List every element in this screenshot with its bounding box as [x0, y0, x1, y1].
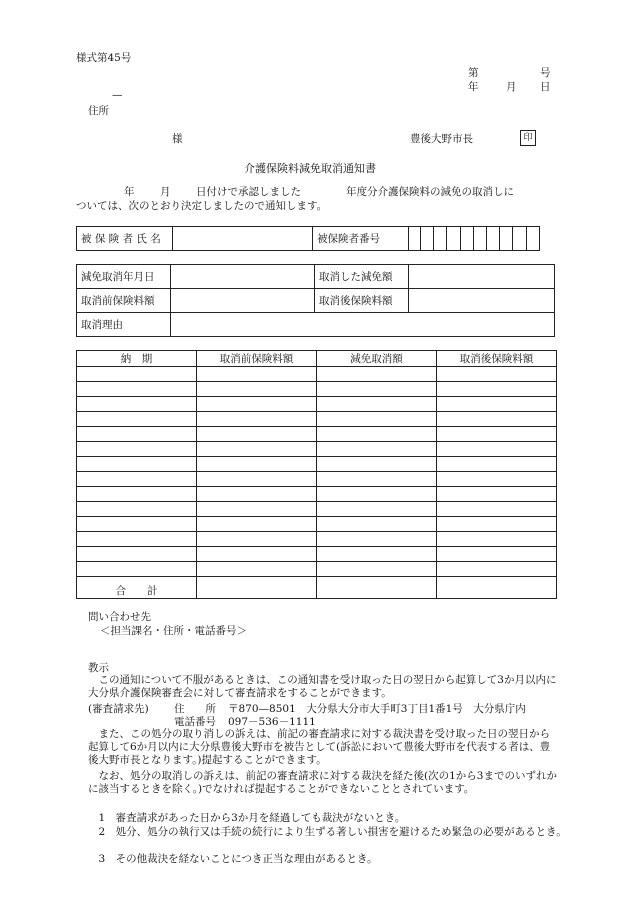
table-cell[interactable]	[197, 502, 317, 517]
date-year: 年	[468, 81, 479, 93]
table-cell[interactable]	[437, 562, 557, 577]
table-cell[interactable]	[197, 382, 317, 397]
table-cell[interactable]	[437, 397, 557, 412]
notice-paragraph-3: なお、処分の取消しの訴えは、前記の審査請求に対する裁決を経た後(次の1から3までのいずれかに該当するときを除く。)でなければ提起することができないこととされています。	[88, 770, 557, 795]
notice-paragraph-2: また、この処分の取り消しの訴えは、前記の審査請求に対する裁決書を受け取った日の翌日から起算して6か月以内に大分県豊後大野市を被告として(訴訟において豊後大野市を代表する者は、豊後大野市長となります。)提起することができます。	[88, 728, 551, 766]
table-cell[interactable]	[77, 442, 197, 457]
table-row	[77, 397, 557, 412]
table-cell[interactable]	[317, 487, 437, 502]
table-cell[interactable]	[317, 532, 437, 547]
table-cell[interactable]	[197, 412, 317, 427]
intro-year: 年	[124, 186, 135, 198]
insured-name-field[interactable]	[172, 227, 312, 251]
intro-date-text: 日付けで承認しました	[196, 186, 301, 198]
table-cell[interactable]	[317, 382, 437, 397]
cancelled-amount-field[interactable]	[409, 265, 555, 289]
issuer-name: 豊後大野市長	[410, 133, 473, 145]
cancel-date-field[interactable]	[171, 265, 315, 289]
table-cell[interactable]	[197, 427, 317, 442]
insured-number-digit[interactable]	[460, 227, 473, 251]
table-cell[interactable]	[317, 397, 437, 412]
insured-number-digit[interactable]	[526, 227, 539, 251]
insured-table	[76, 226, 540, 251]
notice-label: 教示	[88, 662, 109, 674]
table-row	[77, 487, 557, 502]
doc-no-suffix: 号	[540, 67, 551, 79]
table-cell[interactable]	[317, 517, 437, 532]
table-row	[77, 367, 557, 382]
table-cell[interactable]	[317, 562, 437, 577]
table-cell[interactable]	[77, 517, 197, 532]
contact-label: 問い合わせ先	[88, 611, 151, 623]
table-cell[interactable]	[77, 502, 197, 517]
intro-rest-line1: 年度分介護保険料の減免の取消しに	[346, 186, 514, 198]
table-cell[interactable]	[77, 547, 197, 562]
payment-table	[76, 350, 557, 599]
table-cell[interactable]	[317, 547, 437, 562]
table-cell[interactable]	[437, 532, 557, 547]
honorific: 様	[172, 133, 183, 145]
intro-line2: ついては、次のとおり決定しましたので通知します。	[76, 200, 328, 212]
table-cell[interactable]	[197, 397, 317, 412]
table-cell[interactable]	[437, 547, 557, 562]
insured-number-digit[interactable]	[473, 227, 486, 251]
table-cell[interactable]	[77, 382, 197, 397]
insured-number-label: 被保険者番号	[313, 227, 409, 251]
total-reduction[interactable]	[317, 577, 437, 599]
insured-number-digit[interactable]	[420, 227, 433, 251]
notice-item-1: 1 審査請求があった日から3か月を経過しても裁決がないとき。	[98, 812, 406, 824]
doc-no-prefix: 第	[468, 67, 479, 79]
dash-mark: —	[112, 89, 123, 101]
after-premium-label: 取消後保険料額	[315, 289, 409, 313]
request-tel-value: 097－536－1111	[228, 716, 316, 728]
table-row	[77, 562, 557, 577]
cancel-reason-label: 取消理由	[77, 313, 171, 337]
notice-item-2: 2 処分、処分の執行又は手続の続行により生ずる著しい損害を避けるため緊急の必要があるとき。	[98, 826, 567, 838]
table-cell[interactable]	[77, 487, 197, 502]
notice-paragraph-1: この通知について不服があるときは、この通知書を受け取った日の翌日から起算して3か月以内に大分県介護保険審査会に対して審査請求をすることができます。	[88, 674, 557, 699]
table-cell[interactable]	[197, 367, 317, 382]
table-cell[interactable]	[197, 547, 317, 562]
date-month: 月	[506, 81, 517, 93]
address-label: 住所	[88, 105, 109, 117]
table-cell[interactable]	[317, 457, 437, 472]
request-dest-label: (審査請求先)	[88, 703, 149, 715]
table-cell[interactable]	[437, 502, 557, 517]
before-premium-label: 取消前保険料額	[77, 289, 171, 313]
insured-number-digit[interactable]	[487, 227, 500, 251]
table-cell[interactable]	[317, 367, 437, 382]
table-cell[interactable]	[197, 517, 317, 532]
after-premium-field[interactable]	[409, 289, 555, 313]
col-header-after: 取消後保険料額	[437, 351, 557, 367]
table-cell[interactable]	[77, 532, 197, 547]
date-day: 日	[540, 81, 551, 93]
insured-number-digit[interactable]	[408, 227, 420, 251]
table-cell[interactable]	[317, 412, 437, 427]
table-cell[interactable]	[197, 532, 317, 547]
cancel-table	[76, 264, 555, 337]
table-row	[77, 502, 557, 517]
before-premium-field[interactable]	[171, 289, 315, 313]
table-cell[interactable]	[317, 472, 437, 487]
table-row	[77, 382, 557, 397]
table-row	[77, 547, 557, 562]
table-cell[interactable]	[437, 472, 557, 487]
insured-number-digit[interactable]	[447, 227, 460, 251]
table-row	[77, 427, 557, 442]
table-cell[interactable]	[437, 442, 557, 457]
table-cell[interactable]	[437, 412, 557, 427]
document-title: 介護保険料減免取消通知書	[244, 162, 376, 175]
table-cell[interactable]	[77, 562, 197, 577]
total-after[interactable]	[437, 577, 557, 599]
table-cell[interactable]	[197, 457, 317, 472]
table-cell[interactable]	[437, 487, 557, 502]
table-cell[interactable]	[197, 442, 317, 457]
cancel-reason-field[interactable]	[171, 313, 555, 337]
form-number: 様式第45号	[76, 52, 132, 64]
table-cell[interactable]	[77, 367, 197, 382]
table-cell[interactable]	[77, 427, 197, 442]
table-cell[interactable]	[77, 457, 197, 472]
table-cell[interactable]	[77, 412, 197, 427]
total-before[interactable]	[197, 577, 317, 599]
table-cell[interactable]	[317, 442, 437, 457]
table-cell[interactable]	[317, 502, 437, 517]
table-cell[interactable]	[197, 472, 317, 487]
col-header-before: 取消前保険料額	[197, 351, 317, 367]
cancelled-amount-label: 取消した減免額	[315, 265, 409, 289]
insured-number-digit[interactable]	[434, 227, 447, 251]
insured-name-label: 被 保 険 者 氏 名	[77, 227, 173, 251]
table-cell[interactable]	[437, 427, 557, 442]
request-addr-value: 〒870—8501 大分県大分市大手町3丁目1番1号 大分県庁内	[228, 703, 526, 715]
table-row	[77, 412, 557, 427]
table-row	[77, 472, 557, 487]
table-cell[interactable]	[197, 487, 317, 502]
table-row	[77, 532, 557, 547]
table-cell[interactable]	[437, 367, 557, 382]
table-cell[interactable]	[77, 472, 197, 487]
intro-month: 月	[160, 186, 171, 198]
notice-item-3: 3 その他裁決を経ないことにつき正当な理由があるとき。	[98, 853, 378, 865]
cancel-date-label: 減免取消年月日	[77, 265, 171, 289]
table-row	[77, 517, 557, 532]
table-row	[77, 457, 557, 472]
table-cell[interactable]	[437, 517, 557, 532]
table-cell[interactable]	[437, 382, 557, 397]
seal-box: 印	[520, 130, 536, 146]
total-label: 合 計	[77, 577, 197, 599]
request-tel-label: 電話番号	[174, 716, 216, 728]
contact-value: ＜担当課名・住所・電話番号＞	[100, 625, 247, 637]
col-header-due: 納 期	[77, 351, 197, 367]
request-addr-label: 住 所	[174, 703, 216, 715]
col-header-reduction: 減免取消額	[317, 351, 437, 367]
table-cell[interactable]	[197, 562, 317, 577]
table-cell[interactable]	[437, 457, 557, 472]
table-cell[interactable]	[317, 427, 437, 442]
insured-number-digit[interactable]	[500, 227, 513, 251]
table-row	[77, 442, 557, 457]
table-cell[interactable]	[77, 397, 197, 412]
insured-number-digit[interactable]	[513, 227, 526, 251]
